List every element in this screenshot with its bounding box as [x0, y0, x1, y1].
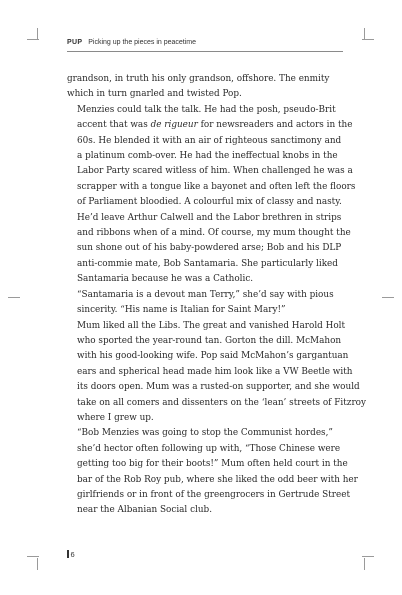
text-line: which in turn gnarled and twisted Pop.: [67, 89, 242, 100]
text-line: accent that was de rigueur for newsreaders and actors in the: [77, 120, 353, 131]
text-line: who sported the year-round tan. Gorton the dill. McMahon: [77, 335, 342, 346]
body-text: [67, 72, 366, 519]
text-line: sun shone out of his baby-powdered arse; Bob and his DLP: [77, 243, 342, 254]
text-line: getting too big for their boots!” Mum often held court in the: [77, 459, 348, 470]
crop-mark: [364, 28, 365, 40]
page-number-footer: [67, 550, 75, 559]
text-line: and ribbons when of a mind. Of course, my mum thought the: [77, 228, 351, 239]
paragraph: [67, 103, 356, 288]
text-line: He’d leave Arthur Calwell and the Labor brethren in strips: [77, 212, 342, 223]
text-line: Mum liked all the Libs. The great and vanished Harold Holt: [77, 320, 346, 331]
text-line: ears and spherical head made him look like a VW Beetle with: [77, 366, 353, 377]
book-short-title: PUP: [67, 39, 83, 46]
paragraph: [67, 72, 343, 103]
crop-mark: [362, 556, 374, 557]
crop-mark: [8, 297, 20, 298]
text-line: its doors open. Mum was a rusted-on supporter, and she would: [77, 382, 360, 393]
text-line: take on all comers and dissenters on the ‘lean’ streets of Fitzroy: [77, 397, 366, 408]
running-head: [67, 39, 196, 46]
text-line: “Bob Menzies was going to stop the Communist hordes,”: [77, 428, 333, 439]
text-line: “Santamaria is a devout man Terry,” she’d say with pious: [77, 289, 334, 300]
crop-mark: [27, 556, 39, 557]
text-line: sincerity. “His name is Italian for Saint Mary!”: [77, 305, 286, 316]
paragraph: [67, 426, 358, 518]
text-line: of Parliament bloodied. A colourful mix of classy and nasty.: [77, 197, 342, 208]
crop-mark: [382, 297, 394, 298]
text-line: girlfriends or in front of the greengrocers in Gertrude Street: [77, 489, 351, 500]
crop-mark: [37, 28, 38, 40]
text-line: Santamaria because he was a Catholic.: [77, 274, 254, 285]
italic-phrase: de rigueur: [150, 120, 198, 131]
text-line: Menzies could talk the talk. He had the posh, pseudo-Brit: [77, 104, 336, 115]
text-line: bar of the Rob Roy pub, where she liked the odd beer with her: [77, 474, 358, 485]
folio-bar: [67, 550, 69, 558]
chapter-title: Picking up the pieces in peacetime: [88, 39, 197, 46]
crop-mark: [37, 558, 38, 570]
text-line: 60s. He blended it with an air of righteous sanctimony and: [77, 135, 342, 146]
header-rule: [67, 51, 343, 52]
paragraph: [67, 288, 343, 319]
paragraph: [67, 319, 366, 427]
text-line: a platinum comb-over. He had the ineffectual knobs in the: [77, 151, 338, 162]
text-line: she’d hector often following up with, “Those Chinese were: [77, 443, 341, 454]
text-line: anti-commie mate, Bob Santamaria. She particularly liked: [77, 258, 338, 269]
text-line: near the Albanian Social club.: [77, 505, 213, 516]
text-line: with his good-looking wife. Pop said McMahon’s gargantuan: [77, 351, 349, 362]
text-line: Labor Party scared witless of him. When challenged he was a: [77, 166, 353, 177]
text-line: grandson, in truth his only grandson, offshore. The enmity: [67, 74, 330, 84]
text-line: where I grew up.: [77, 412, 154, 423]
text-line: scrapper with a tongue like a bayonet and often left the floors: [77, 181, 356, 192]
crop-mark: [364, 558, 365, 570]
page-number: 6: [70, 550, 75, 559]
